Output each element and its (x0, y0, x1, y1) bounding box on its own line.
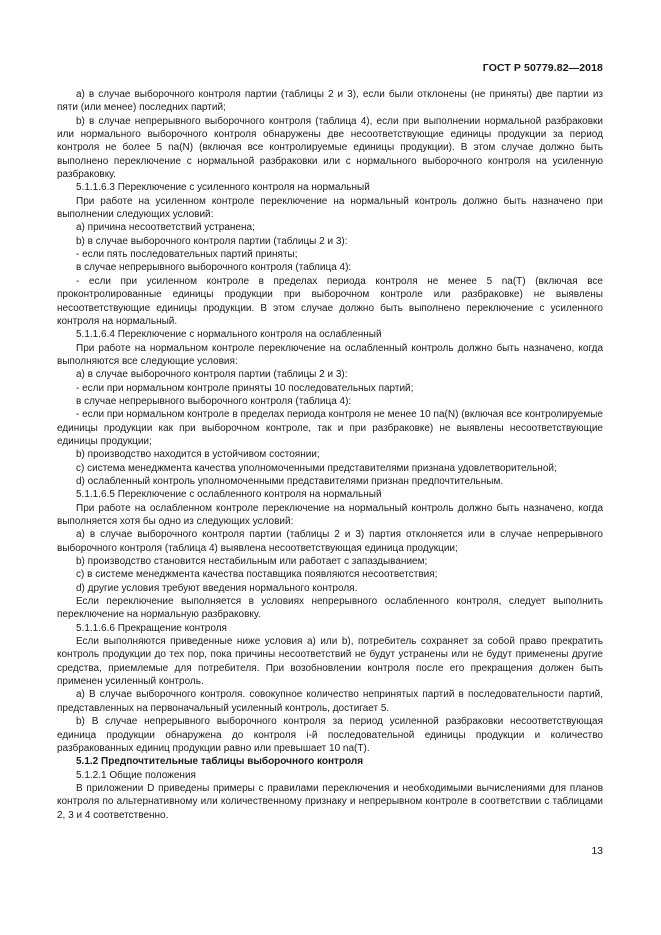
list-item: - если при нормальном контроле приняты 10 последовательных партий; (76, 382, 414, 394)
page-number: 13 (591, 845, 603, 857)
paragraph: При работе на нормальном контроле переключение на ослабленный контроль должно быть назначено, когда выполняются все следующие условия: (57, 342, 603, 367)
list-item: - если при усиленном контроле в пределах периода контроля не менее 5 nа(T) (включая все проконтролированные единицы продукции при выборочном контроле или разбраковке) не выявлены несоответствующие единицы продукции. В этом случае должно быть выполнено переключение с усиленного контроля на нормальный. (57, 275, 603, 327)
document-header: ГОСТ Р 50779.82—2018 (482, 62, 603, 74)
list-item: b) в случае выборочного контроля партии (таблицы 2 и 3): (76, 235, 348, 247)
section-heading: 5.1.2.1 Общие положения (76, 769, 196, 781)
list-item: c) в системе менеджмента качества поставщика появляются несоответствия; (76, 569, 438, 581)
paragraph: Если переключение выполняется в условиях непрерывного ослабленного контроля, следует выполнить переключение на нормальную разбраковку. (57, 596, 603, 621)
paragraph: b) в случае непрерывного выборочного контроля (таблица 4), если при выполнении нормальной разбраковки или нормального выборочного контроля обнаружены две несоответствующие единицы продукции за период контроля не более 5 nа(N) (включая все контролируемые единицы продукции). В этом случае должно быть выполнено переключение с нормальной разбраковки или с нормального выборочного контроля на усиленную разбраковку. (57, 115, 603, 181)
list-item: a) в случае выборочного контроля партии (таблицы 2 и 3) партия отклоняется или в случае непрерывного выборочного контроля (таблица 4) выявлена несоответствующая единица продукции; (57, 529, 603, 554)
list-item: b) В случае непрерывного выборочного контроля за период усиленной разбраковки несоответствующая единица продукции обнаружена до контроля i-й последовательной единицы продукции и количество разбракованных единиц продукции равно или превышает 10 nа(T). (57, 716, 603, 754)
list-item: d) другие условия требуют введения нормального контроля. (76, 582, 358, 594)
section-heading: 5.1.1.6.6 Прекращение контроля (76, 622, 227, 634)
document-body (57, 88, 603, 822)
paragraph: В приложении D приведены примеры с правилами переключения и необходимыми вычислениями для планов контроля по альтернативному или количественному признаку и непрерывном контроле в соответствии с таблицами 2, 3 и 4 соответственно. (57, 782, 603, 821)
list-item: a) в случае выборочного контроля партии (таблицы 2 и 3): (76, 369, 348, 381)
paragraph: Если выполняются приведенные ниже условия a) или b), потребитель сохраняет за собой право прекратить контроль продукции до тех пор, пока причины несоответствий не будут устранены или не будут применены другие средства, приемлемые для потребителя. При возобновлении контроля после его прекращения должен быть применен усиленный контроль. (57, 636, 603, 688)
paragraph: a) в случае выборочного контроля партии (таблицы 2 и 3), если были отклонены (не приняты) две партии из пяти (или менее) последних партий; (57, 89, 603, 114)
paragraph: При работе на усиленном контроле переключение на нормальный контроль должно быть назначено при выполнении следующих условий: (57, 195, 603, 221)
list-item: a) причина несоответствий устранена; (76, 222, 255, 234)
section-heading: 5.1.1.6.4 Переключение с нормального контроля на ослабленный (76, 329, 382, 341)
section-heading: 5.1.1.6.3 Переключение с усиленного контроля на нормальный (76, 182, 370, 194)
section-heading-bold: 5.1.2 Предпочтительные таблицы выборочного контроля (76, 756, 364, 768)
list-item: b) производство становится нестабильным или работает с запаздыванием; (76, 556, 428, 568)
list-item: d) ослабленный контроль уполномоченными представителями признан предпочтительным. (76, 475, 504, 487)
paragraph: в случае непрерывного выборочного контроля (таблица 4): (76, 395, 352, 407)
paragraph: в случае непрерывного выборочного контроля (таблица 4): (76, 262, 352, 274)
list-item: c) система менеджмента качества уполномоченными представителями признана удовлетворительной; (76, 462, 557, 474)
list-item: a) В случае выборочного контроля. совокупное количество непринятых партий в последовательности партий, представленных на первоначальный усиленный контроль, достигает 5. (57, 689, 603, 714)
list-item: - если при нормальном контроле в пределах периода контроля не менее 10 nа(N) (включая все контролируемые единицы продукции как при выборочном контроле, так и при разбраковке) не выявлены несоответствующие единицы продукции; (57, 409, 603, 447)
section-heading: 5.1.1.6.5 Переключение с ослабленного контроля на нормальный (76, 489, 382, 501)
paragraph: При работе на ослабленном контроле переключение на нормальный контроль должно быть назначено, когда выполняется хотя бы одно из следующих условий: (57, 502, 603, 527)
list-item: - если пять последовательных партий приняты; (76, 249, 298, 261)
list-item: b) производство находится в устойчивом состоянии; (76, 449, 320, 461)
